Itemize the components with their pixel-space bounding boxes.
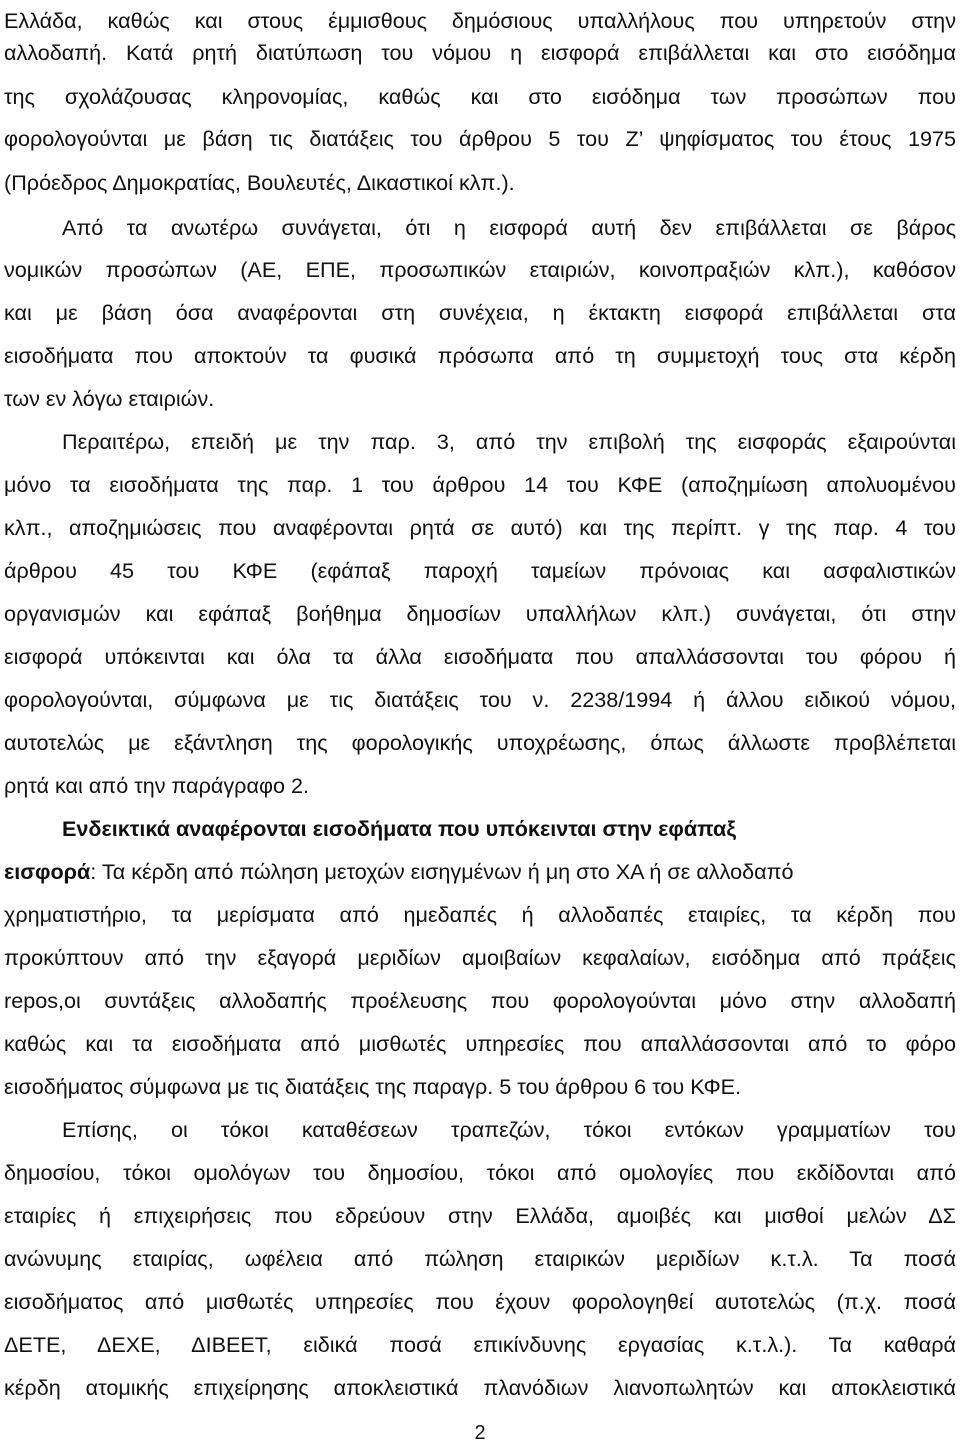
paragraph-first-line: Περαιτέρω, επειδή με την παρ. 3, από την επιβολή της εισφοράς εξαιρούνται (62, 429, 956, 454)
mixed-line (4, 851, 956, 893)
text-line: της σχολάζουσας κληρονομίας, καθώς και στο εισόδημα των προσώπων που (4, 84, 956, 109)
inline-text: : Τα κέρδη από πώληση μετοχών εισηγμένων ή μη στο ΧΑ ή σε αλλοδαπό (90, 859, 794, 884)
text-line: των εν λόγω εταιριών. (4, 386, 215, 411)
text-line: ανώνυμης εταιρίας, ωφέλεια από πώληση εταιρικών μεριδίων κ.τ.λ. Τα ποσά (4, 1246, 956, 1271)
text-line: εισοδήματος σύμφωνα με τις διατάξεις της παραγρ. 5 του άρθρου 6 του ΚΦΕ. (4, 1074, 742, 1099)
text-line: αλλοδαπή. Κατά ρητή διατύπωση του νόμου η εισφορά επιβάλλεται και στο εισόδημα (4, 40, 956, 65)
text-line: και με βάση όσα αναφέρονται στη συνέχεια, η έκτακτη εισφορά επιβάλλεται στα (4, 300, 956, 325)
paragraph-first-line: Επίσης, οι τόκοι καταθέσεων τραπεζών, τόκοι εντόκων γραμματίων του (62, 1117, 956, 1142)
text-line: άρθρου 45 του ΚΦΕ (εφάπαξ παροχή ταμείων πρόνοιας και ασφαλιστικών (4, 558, 956, 583)
text-line: κέρδη ατομικής επιχείρησης αποκλειστικά πλανόδιων λιανοπωλητών και αποκλειστικά (4, 1375, 956, 1400)
text-line: Ελλάδα, καθώς και στους έμμισθους δημόσιους υπαλλήλους που υπηρετούν στην (4, 8, 956, 33)
text-line: εισοδήματα που αποκτούν τα φυσικά πρόσωπα από τη συμμετοχή τους στα κέρδη (4, 343, 956, 368)
text-line: φορολογούνται με βάση τις διατάξεις του άρθρου 5 του Ζ’ ψηφίσματος του έτους 1975 (4, 126, 956, 151)
text-line: προκύπτουν από την εξαγορά μεριδίων αμοιβαίων κεφαλαίων, εισόδημα από πράξεις (4, 945, 956, 970)
text-line: χρηματιστήριο, τα μερίσματα από ημεδαπές ή αλλοδαπές εταιρίες, τα κέρδη που (4, 902, 956, 927)
paragraph-first-line: Από τα ανωτέρω συνάγεται, ότι η εισφορά αυτή δεν επιβάλλεται σε βάρος (62, 215, 956, 240)
text-line: δημοσίου, τόκοι ομολόγων του δημοσίου, τόκοι από ομολογίες που εκδίδονται από (4, 1160, 956, 1185)
text-line: εισφορά υπόκεινται και όλα τα άλλα εισοδήματα που απαλλάσσονται του φόρου ή (4, 644, 956, 669)
text-line: καθώς και τα εισοδήματα από μισθωτές υπηρεσίες που απαλλάσσονται από το φόρο (4, 1031, 956, 1056)
text-line: repos,οι συντάξεις αλλοδαπής προέλευσης που φορολογούνται μόνο στην αλλοδαπή (4, 988, 956, 1013)
text-line: οργανισμών και εφάπαξ βοήθημα δημοσίων υπαλλήλων κλπ.) συνάγεται, ότι στην (4, 601, 956, 626)
text-line: κλπ., αποζημιώσεις που αναφέρονται ρητά σε αυτό) και της περίπτ. γ της παρ. 4 του (4, 515, 956, 540)
text-line: ρητά και από την παράγραφο 2. (4, 773, 309, 798)
text-line: φορολογούνται, σύμφωνα με τις διατάξεις του ν. 2238/1994 ή άλλου ειδικού νόμου, (4, 687, 956, 712)
text-line: εισοδήματος από μισθωτές υπηρεσίες που έχουν φορολογηθεί αυτοτελώς (π.χ. ποσά (4, 1289, 956, 1314)
page-number: 2 (474, 1422, 486, 1444)
bold-heading-continuation: εισφορά (4, 859, 91, 884)
text-line: αυτοτελώς με εξάντληση της φορολογικής υποχρέωσης, όπως άλλωστε προβλέπεται (4, 730, 956, 755)
text-line: (Πρόεδρος Δημοκρατίας, Βουλευτές, Δικαστικοί κλπ.). (4, 170, 515, 195)
text-line: νομικών προσώπων (ΑΕ, ΕΠΕ, προσωπικών εταιριών, κοινοπραξιών κλπ.), καθόσον (4, 257, 956, 282)
text-line: μόνο τα εισοδήματα της παρ. 1 του άρθρου 14 του ΚΦΕ (αποζημίωση απολυομένου (4, 472, 956, 497)
bold-heading-line: Ενδεικτικά αναφέρονται εισοδήματα που υπόκεινται στην εφάπαξ (62, 816, 736, 841)
text-line: ΔΕΤΕ, ΔΕΧΕ, ΔΙΒΕΕΤ, ειδικά ποσά επικίνδυνης εργασίας κ.τ.λ.). Τα καθαρά (4, 1332, 956, 1357)
text-line: εταιρίες ή επιχειρήσεις που εδρεύουν στην Ελλάδα, αμοιβές και μισθοί μελών ΔΣ (4, 1203, 956, 1228)
